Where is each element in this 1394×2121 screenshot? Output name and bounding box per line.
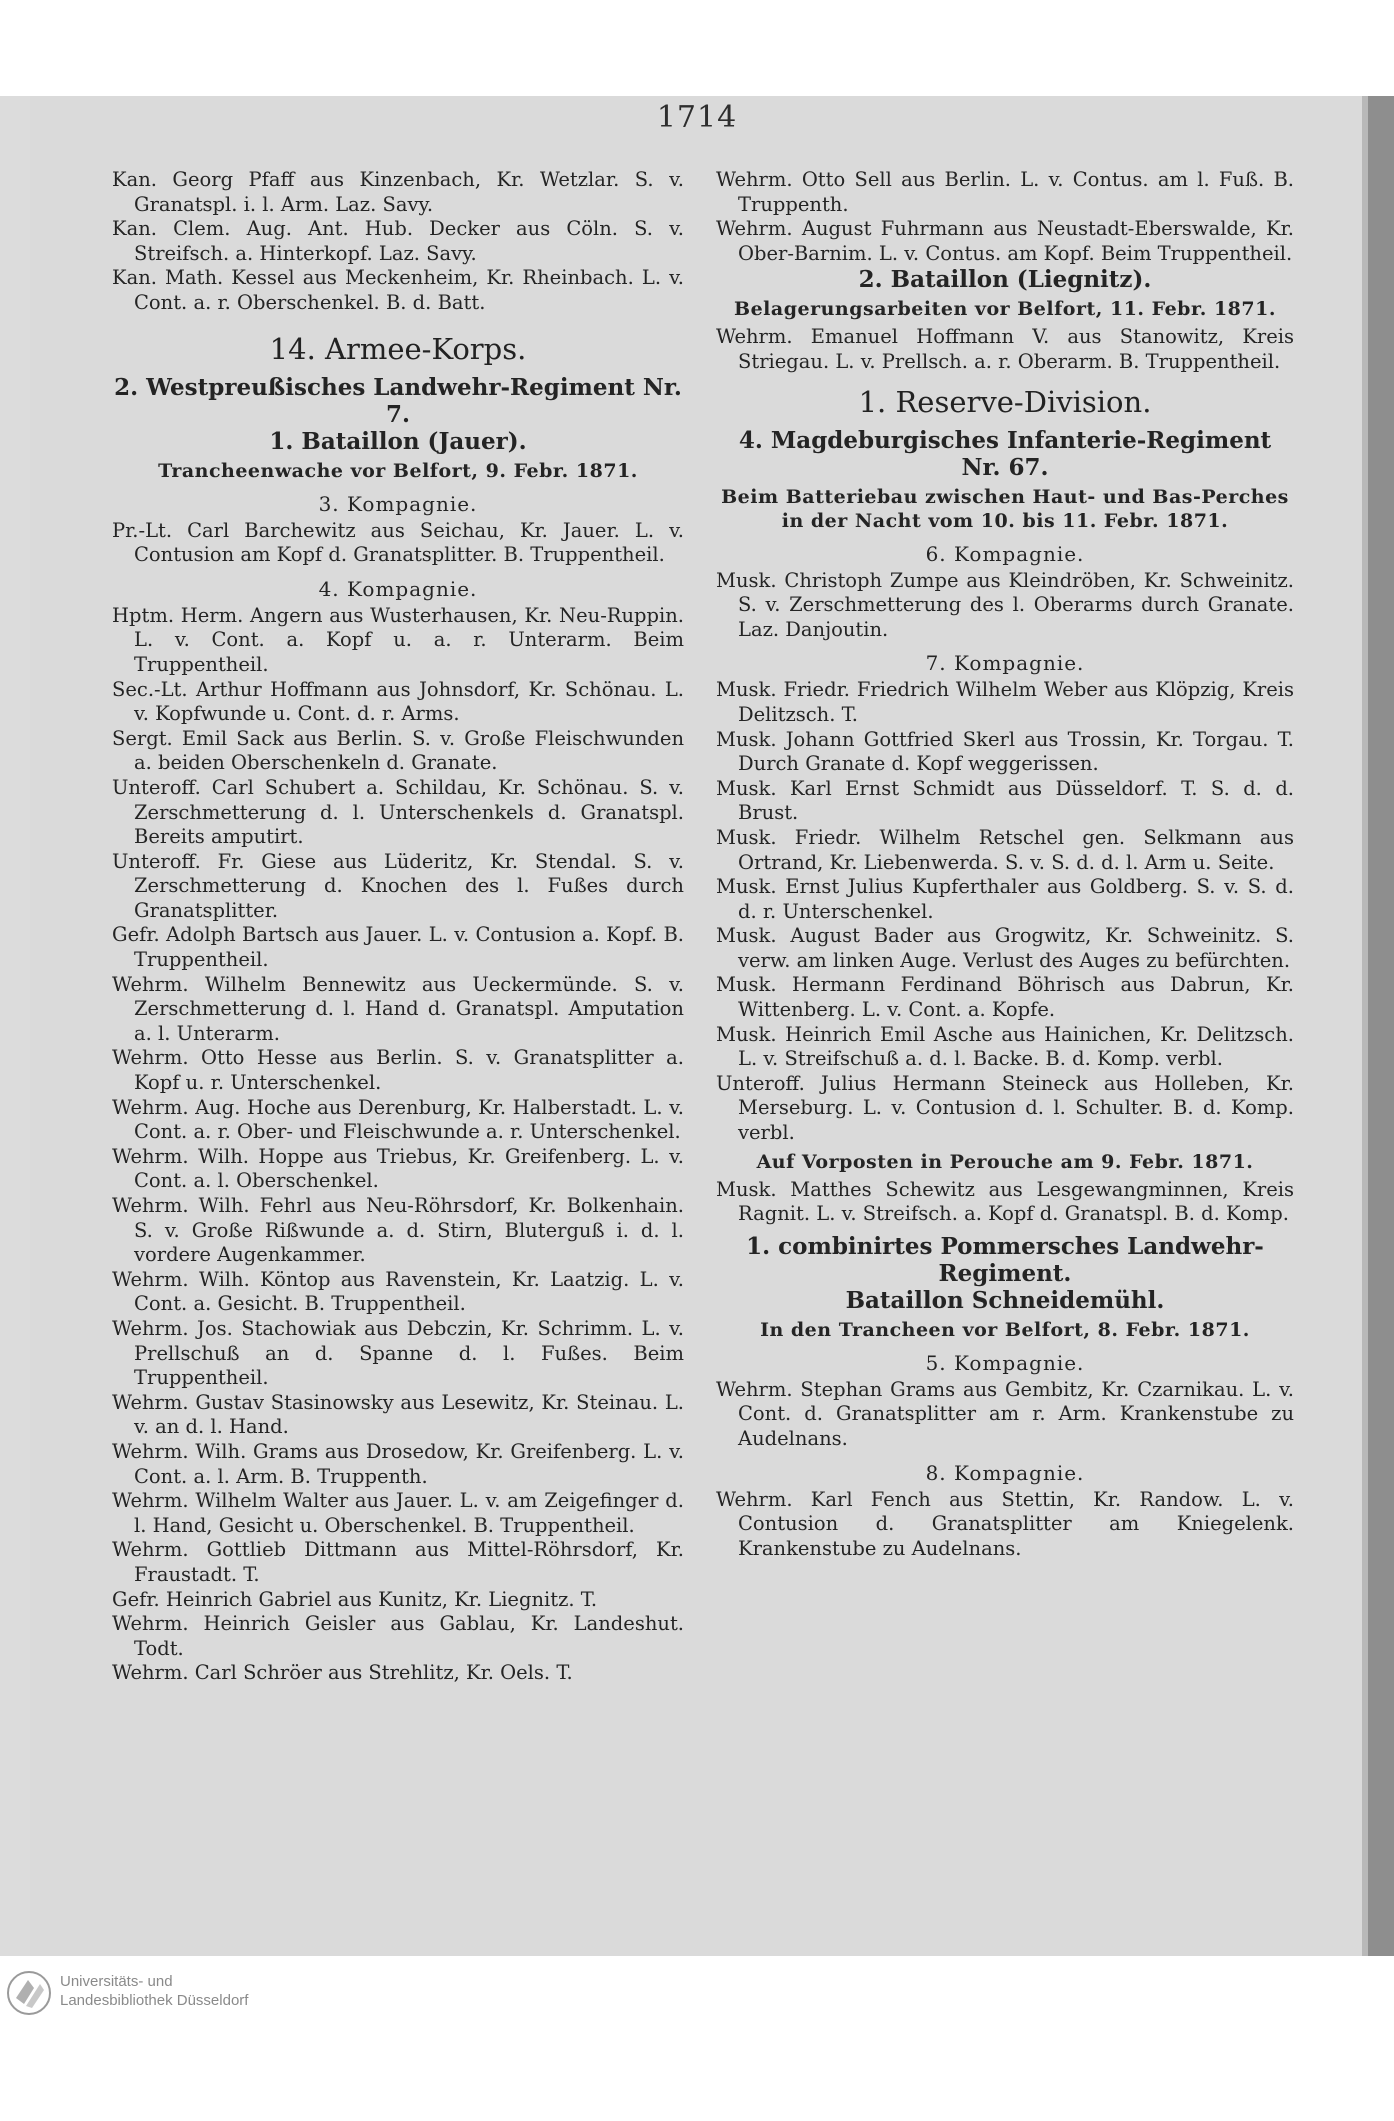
casualty-entry: Wehrm. Emanuel Hoffmann V. aus Stanowitz, Kreis Striegau. L. v. Prellsch. a. r. Oberarm. B. Truppentheil.	[716, 325, 1294, 373]
casualty-entry: Wehrm. Wilh. Köntop aus Ravenstein, Kr. Laatzig. L. v. Cont. a. Gesicht. B. Truppentheil.	[112, 1267, 684, 1316]
casualty-entry: Wehrm. August Fuhrmann aus Neustadt-Eberswalde, Kr. Ober-Barnim. L. v. Contus. am Kopf. Beim Truppentheil.	[716, 217, 1294, 265]
casualty-entry: Musk. Johann Gottfried Skerl aus Trossin, Kr. Torgau. T. Durch Granate d. Kopf weggerissen.	[716, 727, 1294, 776]
action-heading: Trancheenwache vor Belfort, 9. Febr. 1871.	[158, 459, 638, 482]
casualty-entry: Musk. Karl Ernst Schmidt aus Düsseldorf. T. S. d. d. Brust.	[716, 776, 1294, 825]
page-number: 1714	[656, 100, 738, 135]
casualty-entry: Pr.-Lt. Carl Barchewitz aus Seichau, Kr. Jauer. L. v. Contusion am Kopf d. Granatsplitter. B. Truppentheil.	[112, 518, 684, 567]
casualty-entry: Wehrm. Heinrich Geisler aus Gablau, Kr. Landeshut. Todt.	[112, 1612, 684, 1660]
casualty-entry: Musk. Hermann Ferdinand Böhrisch aus Dabrun, Kr. Wittenberg. L. v. Cont. a. Kopfe.	[716, 973, 1294, 1022]
library-credit	[60, 1972, 248, 2010]
casualty-entry: Wehrm. Wilhelm Walter aus Jauer. L. v. am Zeigefinger d. l. Hand, Gesicht u. Oberschenkel. B. Truppentheil.	[112, 1489, 684, 1537]
library-footer	[0, 1956, 1394, 2032]
casualty-entry: Kan. Georg Pfaff aus Kinzenbach, Kr. Wetzlar. S. v. Granatspl. i. l. Arm. Laz. Savy.	[112, 168, 684, 216]
battalion-heading: Bataillon Schneidemühl.	[845, 1286, 1165, 1314]
action-heading: Beim Batteriebau zwischen Haut- und Bas-Perches in der Nacht vom 10. bis 11. Febr. 1871.	[721, 485, 1289, 532]
company-heading: 8. Kompagnie.	[925, 1460, 1085, 1485]
casualty-entry: Wehrm. Otto Hesse aus Berlin. S. v. Granatsplitter a. Kopf u. r. Unterschenkel.	[112, 1046, 684, 1095]
casualty-entry: Wehrm. Karl Fench aus Stettin, Kr. Randow. L. v. Contusion d. Granatsplitter am Kniegelenk. Krankenstube zu Audelnans.	[716, 1487, 1294, 1560]
action-heading: Belagerungsarbeiten vor Belfort, 11. Febr. 1871.	[734, 298, 1276, 321]
casualty-entry: Wehrm. Stephan Grams aus Gembitz, Kr. Czarnikau. L. v. Cont. d. Granatsplitter am r. Arm. Krankenstube zu Audelnans.	[716, 1377, 1294, 1450]
casualty-entry: Wehrm. Carl Schröer aus Strehlitz, Kr. Oels. T.	[112, 1661, 573, 1685]
action-heading: In den Trancheen vor Belfort, 8. Febr. 1871.	[760, 1318, 1250, 1341]
casualty-entry: Musk. Matthes Schewitz aus Lesgewangminnen, Kreis Ragnit. L. v. Streifsch. a. Kopf d. Granatspl. B. d. Komp.	[716, 1177, 1294, 1226]
casualty-entry: Unteroff. Fr. Giese aus Lüderitz, Kr. Stendal. S. v. Zerschmetterung d. Knochen des l. Fußes durch Granatsplitter.	[112, 849, 684, 922]
regiment-heading: 4. Magdeburgisches Infanterie-Regiment Nr. 67.	[738, 426, 1272, 481]
casualty-entry: Musk. Heinrich Emil Asche aus Hainichen, Kr. Delitzsch. L. v. Streifschuß a. d. l. Backe. B. d. Komp. verbl.	[716, 1022, 1294, 1071]
casualty-entry: Wehrm. Jos. Stachowiak aus Debczin, Kr. Schrimm. L. v. Prellschuß an d. Spanne d. l. Fußes. Beim Truppentheil.	[112, 1316, 684, 1390]
company-heading: 7. Kompagnie.	[925, 651, 1085, 676]
corps-heading: 14. Armee-Korps.	[269, 331, 527, 366]
regiment-heading: 2. Westpreußisches Landwehr-Regiment Nr. 7.	[114, 373, 682, 428]
casualty-entry: Sergt. Emil Sack aus Berlin. S. v. Große Fleischwunden a. beiden Oberschenkeln d. Granate.	[112, 726, 684, 775]
library-credit-line-2: Landesbibliothek Düsseldorf	[60, 1992, 249, 2009]
casualty-entry: Wehrm. Wilh. Fehrl aus Neu-Röhrsdorf, Kr. Bolkenhain. S. v. Große Rißwunde a. d. Stirn, Bluterguß i. d. l. vordere Augenkammer.	[112, 1194, 684, 1267]
casualty-entry: Hptm. Herm. Angern aus Wusterhausen, Kr. Neu-Ruppin. L. v. Cont. a. Kopf u. a. r. Unterarm. Beim Truppentheil.	[112, 603, 684, 676]
casualty-entry: Kan. Clem. Aug. Ant. Hub. Decker aus Cöln. S. v. Streifsch. a. Hinterkopf. Laz. Savy.	[112, 217, 684, 265]
casualty-entry: Musk. Christoph Zumpe aus Kleindröben, Kr. Schweinitz. S. v. Zerschmetterung des l. Oberarms durch Granate. Laz. Danjoutin.	[716, 568, 1294, 641]
casualty-entry: Gefr. Heinrich Gabriel aus Kunitz, Kr. Liegnitz. T.	[112, 1587, 598, 1611]
action-heading: Auf Vorposten in Perouche am 9. Febr. 1871.	[756, 1150, 1254, 1173]
right-column	[716, 168, 1294, 1561]
battalion-heading: 1. Bataillon (Jauer).	[269, 427, 527, 455]
casualty-entry: Wehrm. Otto Sell aus Berlin. L. v. Contus. am l. Fuß. B. Truppenth.	[716, 168, 1294, 216]
casualty-entry: Musk. August Bader aus Grogwitz, Kr. Schweinitz. S. verw. am linken Auge. Verlust des Auges zu befürchten.	[716, 924, 1294, 972]
casualty-entry: Gefr. Adolph Bartsch aus Jauer. L. v. Contusion a. Kopf. B. Truppentheil.	[112, 923, 684, 972]
library-credit-line-1: Universitäts- und	[60, 1973, 173, 1990]
casualty-entry: Wehrm. Wilhelm Bennewitz aus Ueckermünde. S. v. Zerschmetterung d. l. Hand d. Granatspl. Amputation a. l. Unterarm.	[112, 972, 684, 1045]
casualty-entry: Unteroff. Carl Schubert a. Schildau, Kr. Schönau. S. v. Zerschmetterung d. l. Unterschenkels d. Granatspl. Bereits amputirt.	[112, 775, 684, 849]
casualty-entry: Wehrm. Gustav Stasinowsky aus Lesewitz, Kr. Steinau. L. v. an d. l. Hand.	[112, 1390, 684, 1439]
casualty-entry: Musk. Friedr. Wilhelm Retschel gen. Selkmann aus Ortrand, Kr. Liebenwerda. S. v. S. d. d. l. Arm u. Seite.	[716, 825, 1294, 874]
casualty-entry: Kan. Math. Kessel aus Meckenheim, Kr. Rheinbach. L. v. Cont. a. r. Oberschenkel. B. d. Batt.	[112, 266, 684, 314]
left-column	[112, 168, 684, 1686]
casualty-entry: Musk. Friedr. Friedrich Wilhelm Weber aus Klöpzig, Kreis Delitzsch. T.	[716, 678, 1294, 726]
regiment-heading: 1. combinirtes Pommersches Landwehr-Regiment.	[746, 1232, 1264, 1287]
casualty-entry: Unteroff. Julius Hermann Steineck aus Holleben, Kr. Merseburg. L. v. Contusion d. l. Schulter. B. d. Komp. verbl.	[716, 1071, 1294, 1145]
library-logo-icon	[6, 1970, 52, 2016]
casualty-entry: Musk. Ernst Julius Kupferthaler aus Goldberg. S. v. S. d. d. r. Unterschenkel.	[716, 875, 1294, 923]
casualty-entry: Wehrm. Aug. Hoche aus Derenburg, Kr. Halberstadt. L. v. Cont. a. r. Ober- und Fleischwunde a. r. Unterschenkel.	[112, 1095, 684, 1144]
casualty-entry: Wehrm. Wilh. Hoppe aus Triebus, Kr. Greifenberg. L. v. Cont. a. l. Oberschenkel.	[112, 1144, 684, 1193]
company-heading: 5. Kompagnie.	[925, 1350, 1085, 1375]
company-heading: 6. Kompagnie.	[925, 541, 1085, 566]
casualty-entry: Wehrm. Wilh. Grams aus Drosedow, Kr. Greifenberg. L. v. Cont. a. l. Arm. B. Truppenth.	[112, 1439, 684, 1488]
casualty-entry: Sec.-Lt. Arthur Hoffmann aus Johnsdorf, Kr. Schönau. L. v. Kopfwunde u. Cont. d. r. Arms.	[112, 677, 684, 726]
division-heading: 1. Reserve-Division.	[858, 384, 1152, 419]
company-heading: 4. Kompagnie.	[318, 576, 478, 601]
book-spine	[1368, 96, 1394, 1956]
battalion-heading: 2. Bataillon (Liegnitz).	[858, 266, 1152, 294]
company-heading: 3. Kompagnie.	[318, 491, 478, 516]
casualty-entry: Wehrm. Gottlieb Dittmann aus Mittel-Röhrsdorf, Kr. Fraustadt. T.	[112, 1538, 684, 1586]
